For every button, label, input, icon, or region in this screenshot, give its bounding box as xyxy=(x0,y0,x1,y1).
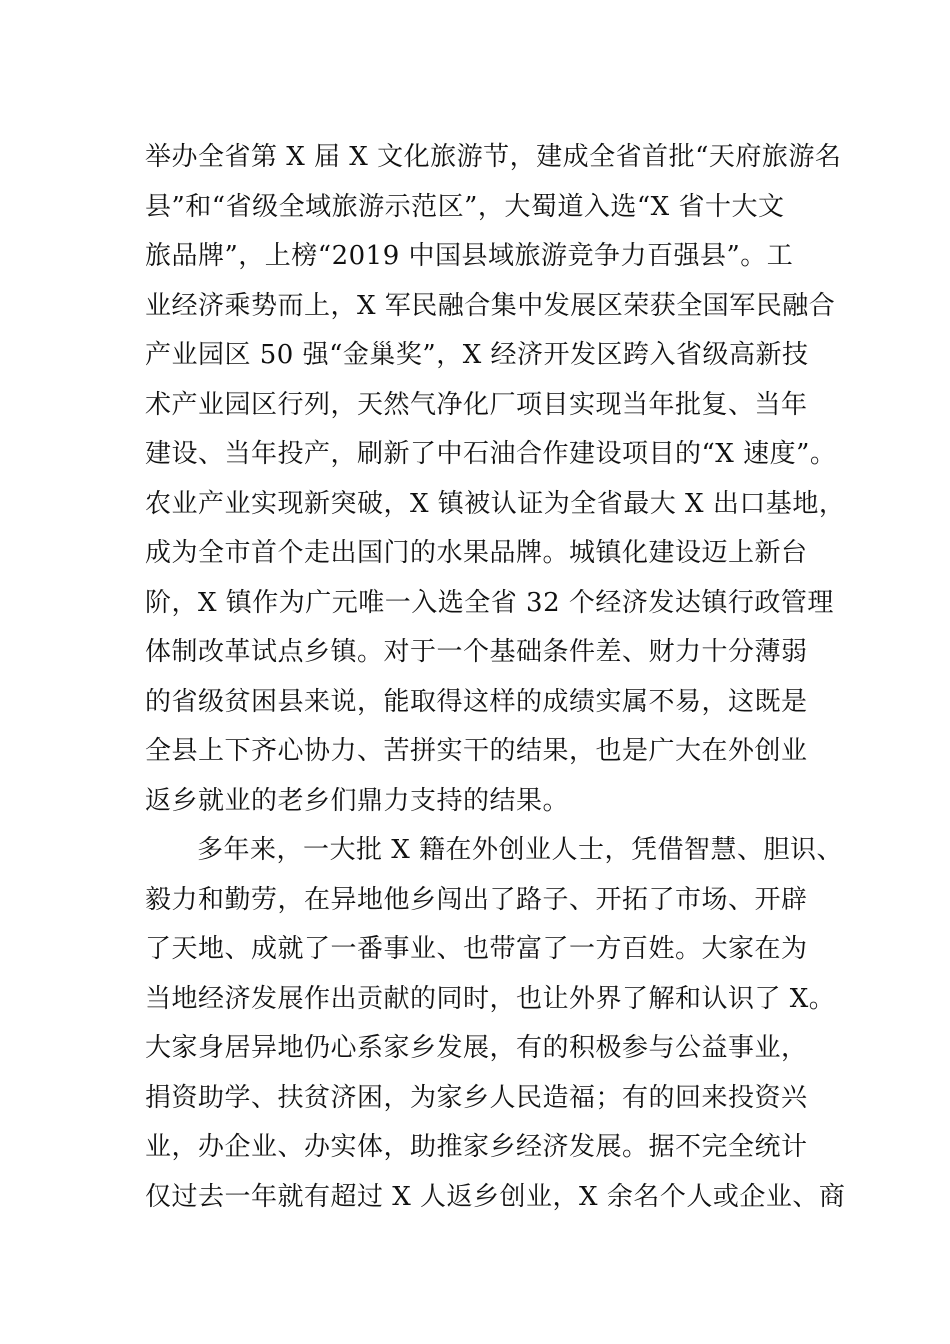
text-line: 返乡就业的老乡们鼎力支持的结果。 xyxy=(145,785,570,816)
text-line: 捐资助学、扶贫济困，为家乡人民造福；有的回来投资兴 xyxy=(145,1082,808,1113)
text-line: 建设、当年投产，刷新了中石油合作建设项目的“X 速度”。 xyxy=(145,439,837,469)
text-line: 全县上下齐心协力、苦拼实干的结果，也是广大在外创业 xyxy=(145,736,808,766)
text-line: 产业园区 50 强“金巢奖”，X 经济开发区跨入省级高新技 xyxy=(145,340,809,370)
text-line: 大家身居异地仍心系家乡发展，有的积极参与公益事业， xyxy=(145,1033,808,1063)
text-line: 当地经济发展作出贡献的同时，也让外界了解和认识了 X。 xyxy=(145,983,836,1014)
text-line: 县”和“省级全域旅游示范区”，大蜀道入选“X 省十大文 xyxy=(145,191,785,222)
text-line: 农业产业实现新突破，X 镇被认证为全省最大 X 出口基地， xyxy=(145,488,846,519)
paragraph-1 xyxy=(145,133,846,826)
paragraph-2 xyxy=(145,826,846,1222)
text-line: 体制改革试点乡镇。对于一个基础条件差、财力十分薄弱 xyxy=(145,637,808,667)
text-line: 阶，X 镇作为广元唯一入选全省 32 个经济发达镇行政管理 xyxy=(145,587,834,618)
text-line: 的省级贫困县来说，能取得这样的成绩实属不易，这既是 xyxy=(145,686,808,717)
text-line: 毅力和勤劳，在异地他乡闯出了路子、开拓了市场、开辟 xyxy=(145,884,808,915)
text-line: 旅品牌”，上榜“2019 中国县域旅游竞争力百强县”。工 xyxy=(145,241,794,271)
text-line: 成为全市首个走出国门的水果品牌。城镇化建设迈上新台 xyxy=(145,538,808,568)
text-line: 仅过去一年就有超过 X 人返乡创业，X 余名个人或企业、商 xyxy=(145,1181,846,1212)
document-body xyxy=(145,133,846,1222)
text-line: 了天地、成就了一番事业、也带富了一方百姓。大家在为 xyxy=(145,934,808,964)
text-line: 举办全省第 X 届 X 文化旅游节，建成全省首批“天府旅游名 xyxy=(145,142,842,172)
text-line-indented: 多年来，一大批 X 籍在外创业人士，凭借智慧、胆识、 xyxy=(197,835,844,865)
text-line: 术产业园区行列，天然气净化厂项目实现当年批复、当年 xyxy=(145,389,808,420)
text-line: 业经济乘势而上，X 军民融合集中发展区荣获全国军民融合 xyxy=(145,290,836,321)
text-line: 业，办企业、办实体，助推家乡经济发展。据不完全统计 xyxy=(145,1132,808,1162)
